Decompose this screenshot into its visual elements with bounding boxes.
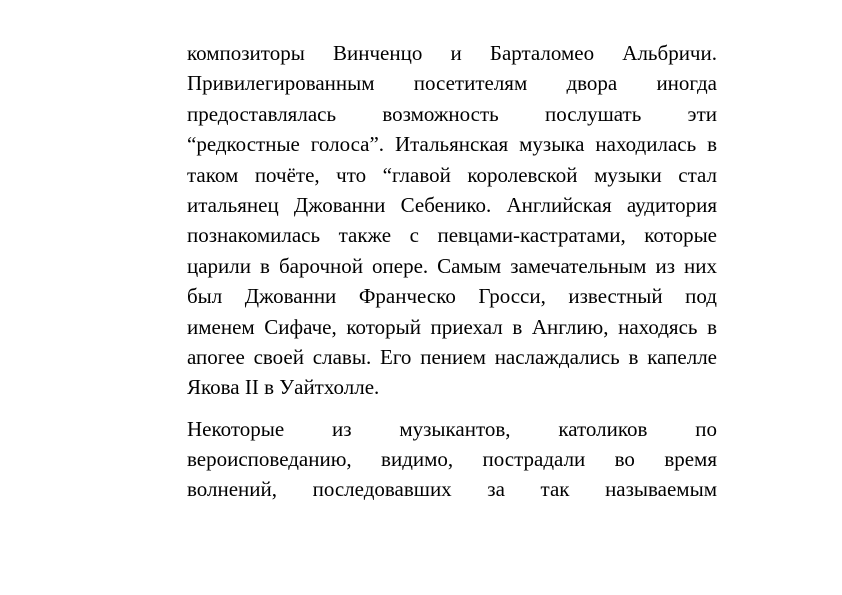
text-line: царили в барочной опере. Самым замечательным из них: [187, 253, 717, 278]
paragraph-2: [187, 414, 717, 505]
text-line: композиторы Винченцо и Барталомео Альбричи.: [187, 41, 717, 65]
text-line: итальянец Джованни Себенико. Английская аудитория: [187, 192, 717, 217]
text-line: апогее своей славы. Его пением наслаждались в капелле: [187, 344, 717, 369]
paragraph-1: [187, 38, 717, 403]
text-line: вероисповеданию, видимо, пострадали во время: [187, 447, 717, 472]
text-line: познакомилась также с певцами-кастратами, которые: [187, 223, 717, 248]
paragraph-spacer: [187, 403, 717, 414]
text-line: предоставлялась возможность послушать эти: [187, 101, 717, 126]
text-line: “редкостные голоса”. Итальянская музыка находилась в: [187, 132, 717, 157]
body-text: [187, 38, 717, 505]
text-line: был Джованни Франческо Гросси, известный под: [187, 284, 717, 309]
text-line: таком почёте, что “главой королевской музыки стал: [187, 162, 717, 187]
text-line: волнений, последовавших за так называемым: [187, 477, 717, 502]
text-line: Привилегированным посетителям двора иногда: [187, 71, 717, 96]
text-line: Некоторые из музыкантов, католиков по: [187, 416, 717, 441]
text-line: Якова II в Уайтхолле.: [187, 375, 380, 400]
text-line: именем Сифаче, который приехал в Англию, находясь в: [187, 314, 717, 339]
